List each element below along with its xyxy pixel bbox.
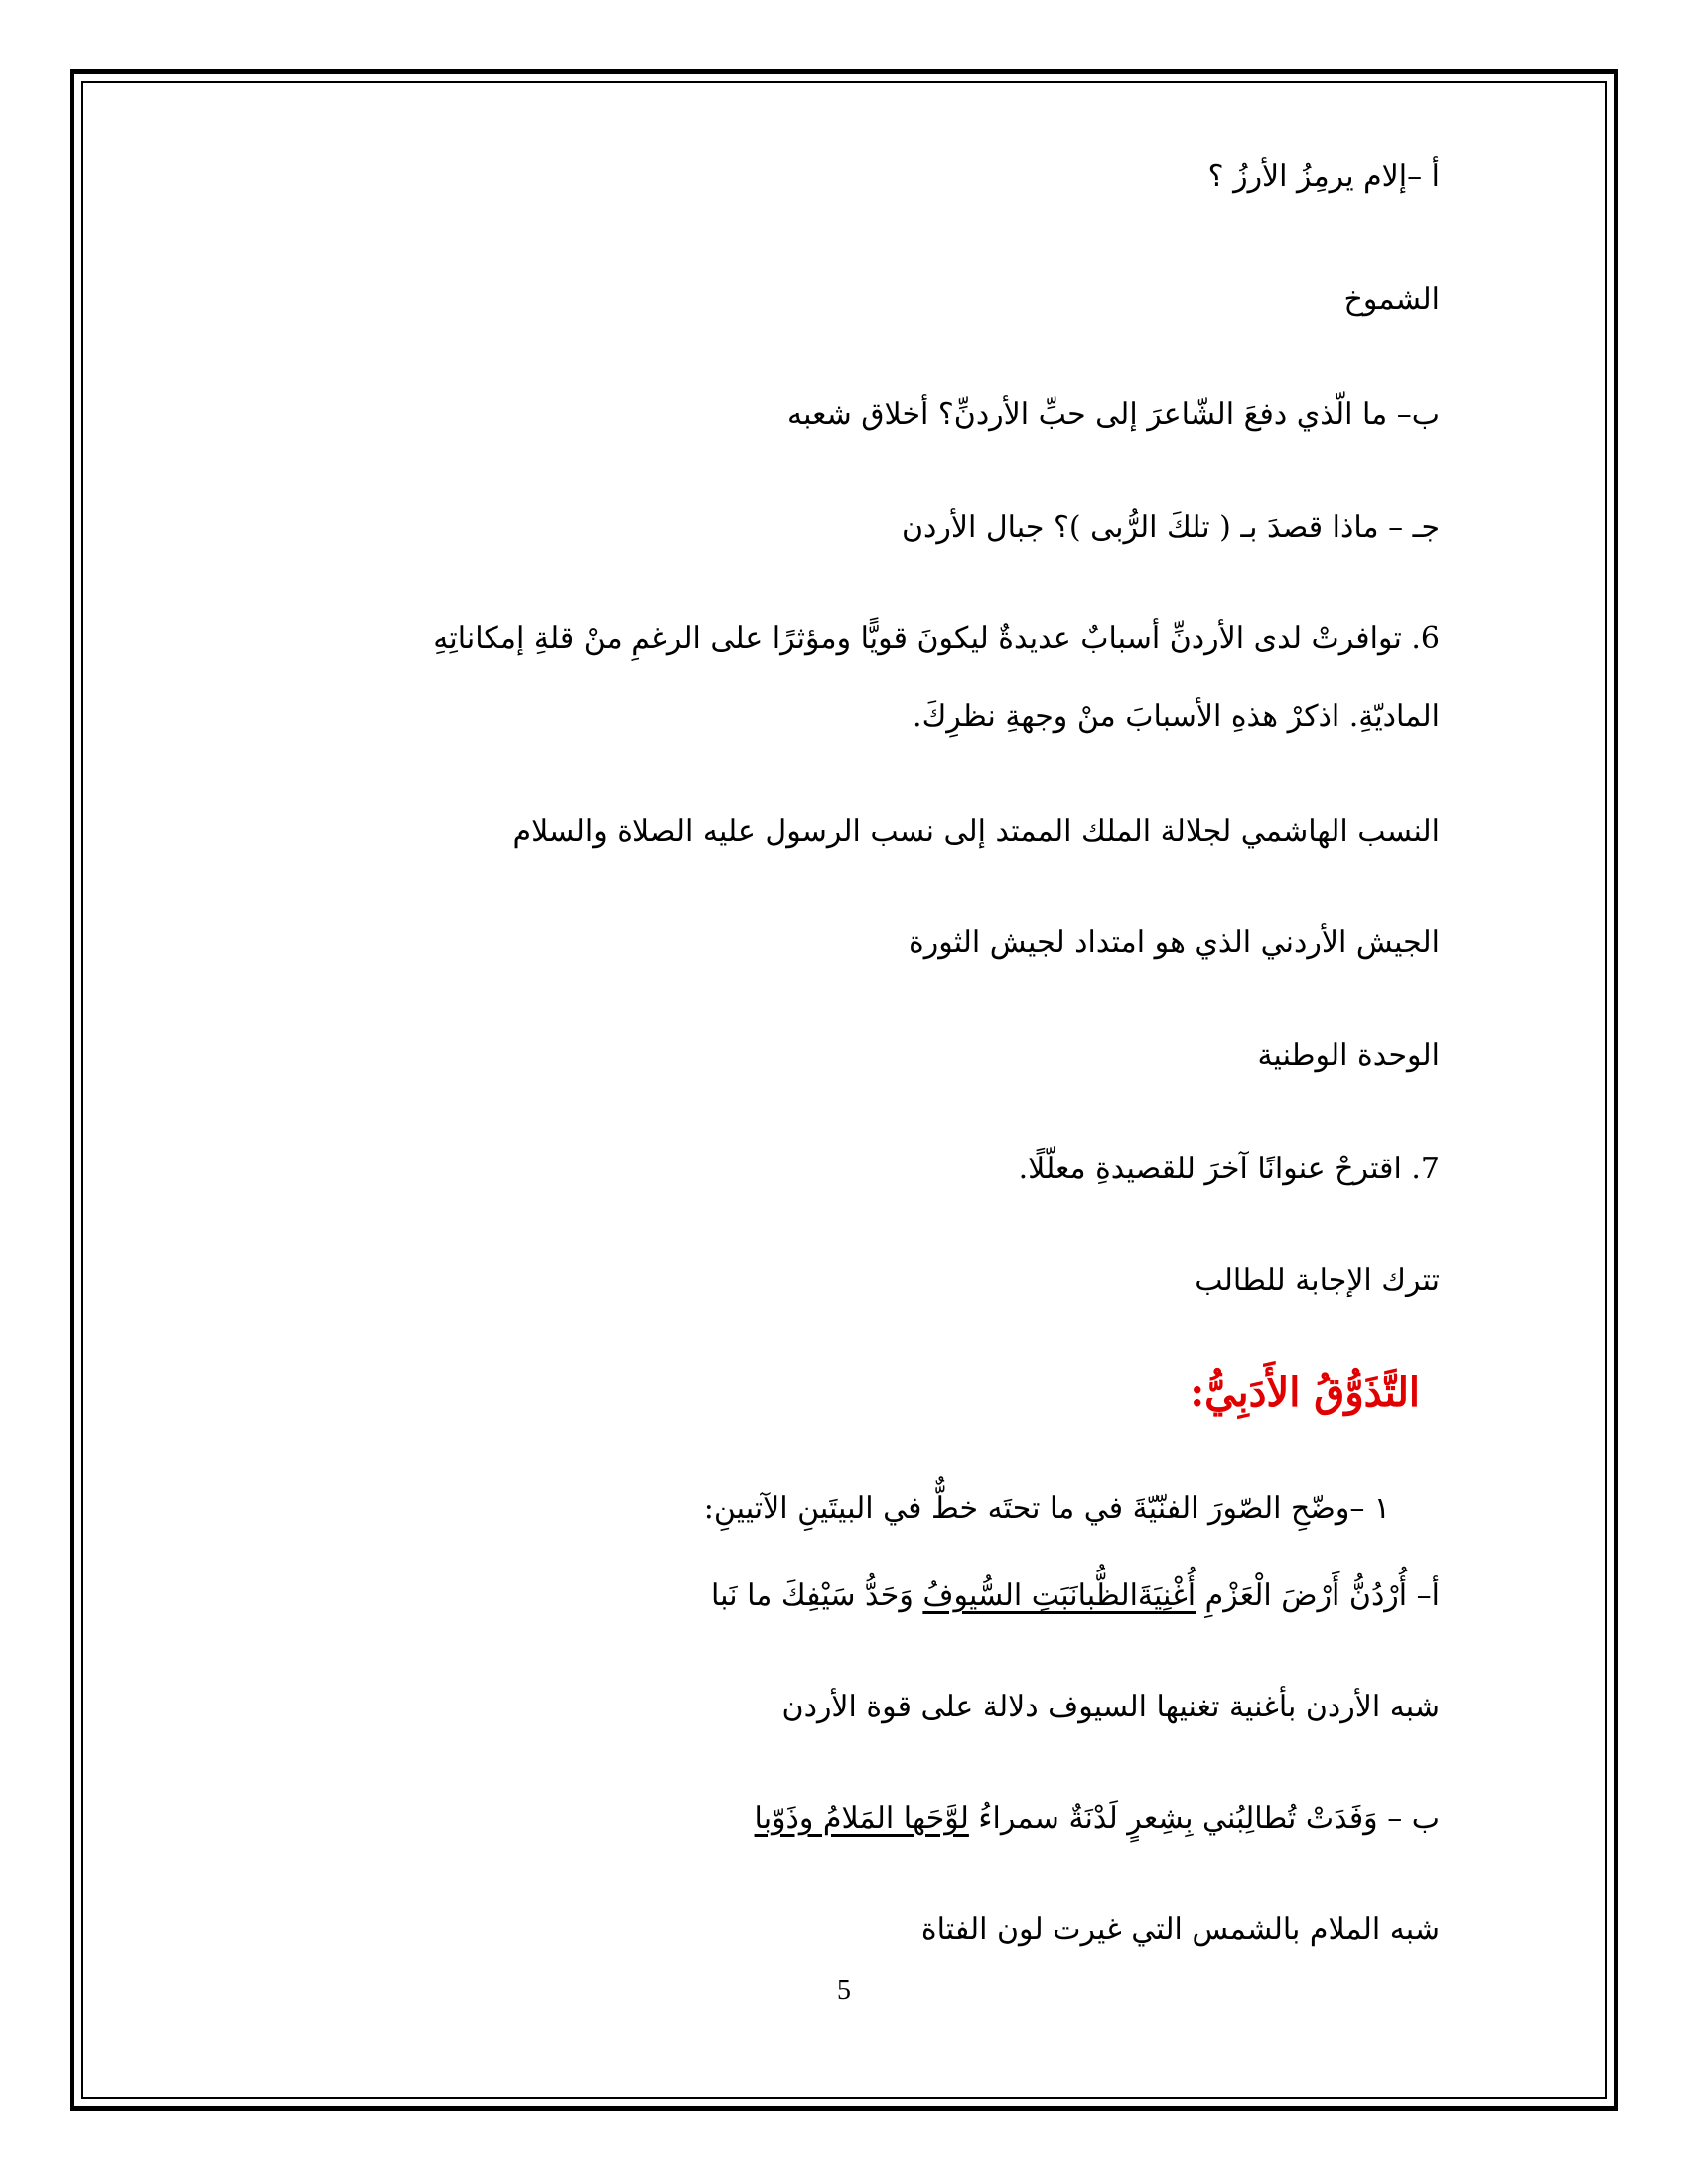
document-body xyxy=(298,0,1440,2184)
answer-verse-a: شبه الأردن بأغنية تغنيها السيوف دلالة على قوة الأردن xyxy=(781,1690,1440,1724)
verse-b-prefix: ب – وَفَدَتْ تُطالِبُني بِشِعرٍ لَدْنَةٌ سمراءُ xyxy=(968,1801,1440,1836)
verse-a xyxy=(711,1576,1440,1616)
answer-7: تترك الإجابة للطالب xyxy=(1195,1263,1440,1297)
section-heading: التَّذَوُّقُ الأَدَبِيُّ: xyxy=(1190,1369,1420,1416)
answer-6-item-3: الوحدة الوطنية xyxy=(1257,1038,1440,1073)
question-c: جـ – ماذا قصدَ بـ ( تلكَ الرُّبى )؟ جبال الأردن xyxy=(902,510,1440,545)
page-number: 5 xyxy=(837,1976,851,2006)
verse-a-underlined: أُغْنِيَةَالظُّبانَبَتِ السُّيوفُ xyxy=(922,1578,1196,1613)
question-b: ب– ما الّذي دفعَ الشّاعرَ إلى حبِّ الأردنِّ؟ أخلاق شعبه xyxy=(786,397,1440,432)
question-a: أ –إلام يرمِزُ الأرزُ ؟ xyxy=(1207,159,1440,194)
answer-6-item-2: الجيش الأردني الذي هو امتداد لجيش الثورة xyxy=(909,925,1440,960)
question-6-line-2: الماديّةِ. اذكرْ هذهِ الأسبابَ منْ وجهةِ نظرِكَ. xyxy=(913,699,1440,734)
question-7: 7. اقترحْ عنوانًا آخرَ للقصيدةِ معلّلًا. xyxy=(1018,1152,1440,1186)
question-6-line-1: 6. توافرتْ لدى الأردنِّ أسبابٌ عديدةٌ ليكونَ قويًّا ومؤثرًا على الرغمِ منْ قلةِ إمكاناتِهِ xyxy=(433,621,1440,656)
verse-a-suffix: وَحَدُّ سَيْفِكَ ما نَبا xyxy=(711,1578,923,1613)
verse-a-prefix: أ– أُرْدُنُّ أَرْضَ الْعَزْمِ xyxy=(1196,1578,1440,1613)
question-1: ١ –وضّحِ الصّورَ الفنّيّةَ في ما تحتَه خطٌّ في البيتَينِ الآتيينِ: xyxy=(703,1491,1390,1526)
answer-a: الشموخ xyxy=(1343,282,1440,317)
answer-6-item-1: النسب الهاشمي لجلالة الملك الممتد إلى نسب الرسول عليه الصلاة والسلام xyxy=(512,814,1440,849)
answer-verse-b: شبه الملام بالشمس التي غيرت لون الفتاة xyxy=(920,1912,1440,1947)
verse-b xyxy=(755,1799,1440,1839)
verse-b-underlined: لوَّحَها المَلامُ وذَوّبا xyxy=(754,1801,969,1836)
